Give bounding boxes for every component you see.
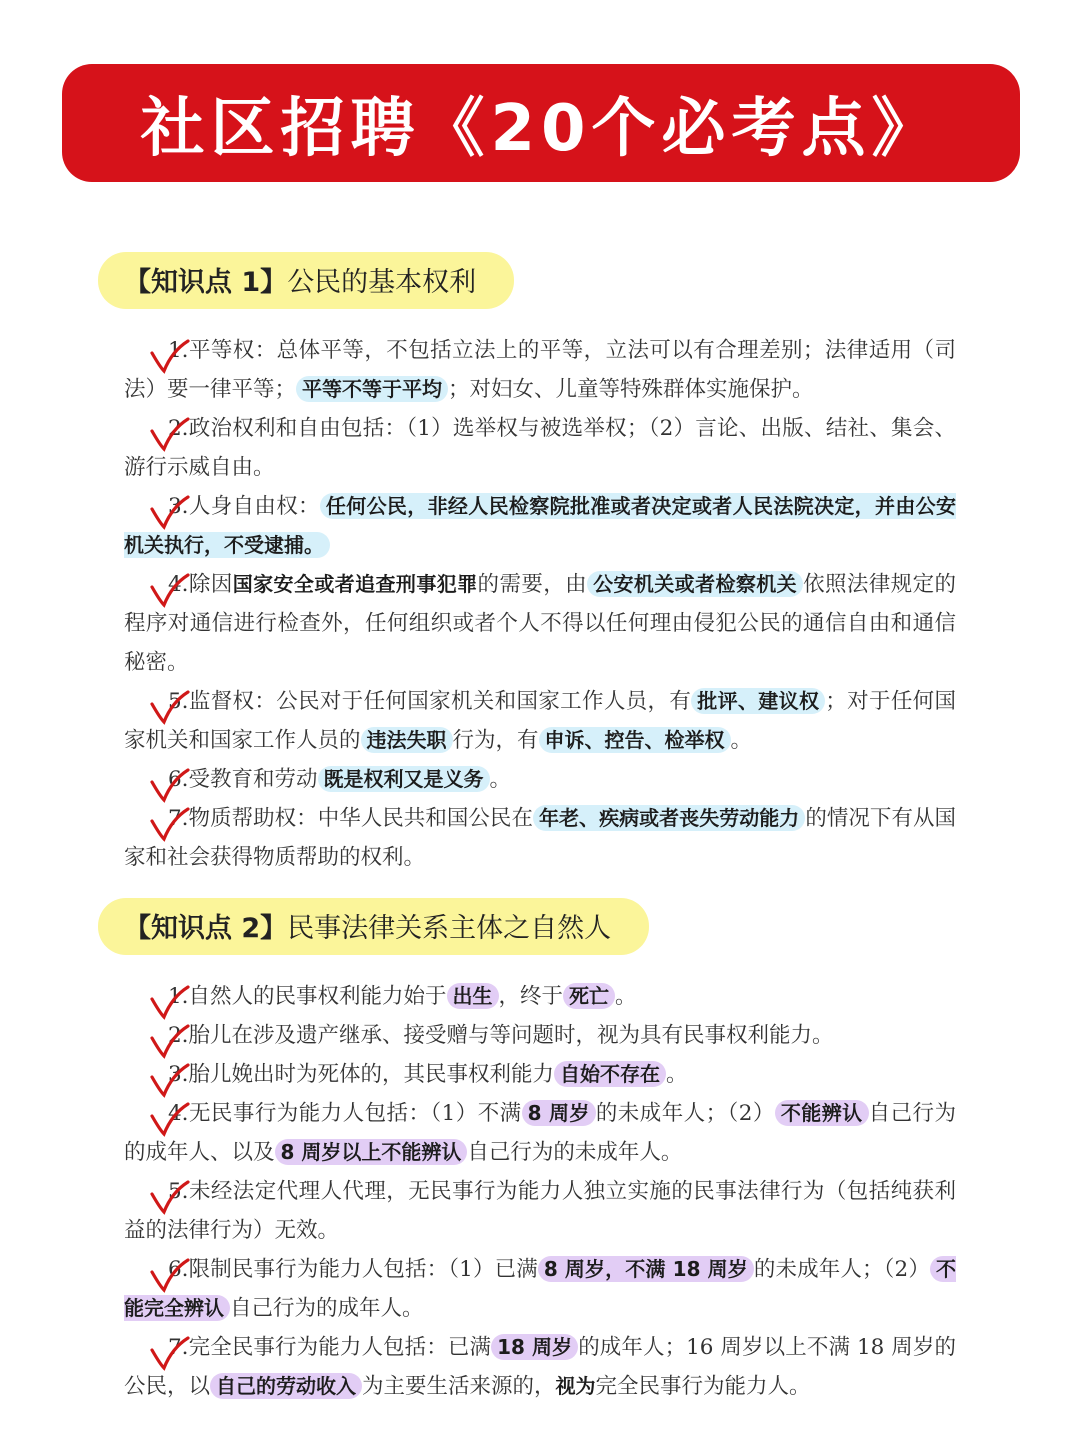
title-banner xyxy=(62,64,1020,182)
list-item xyxy=(124,1250,956,1328)
highlight: 不能辨认 xyxy=(775,1100,869,1126)
list-item xyxy=(124,799,956,877)
check-mark-icon xyxy=(148,337,190,375)
item-text: 。 xyxy=(489,767,512,792)
highlight: 8 周岁 xyxy=(522,1100,596,1126)
check-mark-icon xyxy=(148,1100,190,1138)
item-text: 自己行为的成年人、以及 xyxy=(124,1101,956,1165)
section-title: 公民的基本权利 xyxy=(287,267,477,298)
item-text: 的未成年人；（2） xyxy=(595,1101,775,1126)
check-mark-icon xyxy=(148,493,190,531)
highlight: 不能完全辨认 xyxy=(124,1257,956,1320)
item-text: 。 xyxy=(730,728,753,753)
item-text: ；对于任何国家机关和国家工作人员的 xyxy=(124,689,957,753)
item-text: 4.无民事行为能力人包括：（1）不满 xyxy=(168,1101,522,1126)
item-text: 5.监督权：公民对于任何国家机关和国家工作人员，有 xyxy=(168,689,692,714)
check-mark-icon xyxy=(148,571,190,609)
section-number: 【知识点 2】 xyxy=(124,913,288,944)
item-text: 行为，有 xyxy=(452,728,539,753)
highlight: 自始不存在 xyxy=(554,1061,666,1087)
section-heading xyxy=(98,252,514,309)
highlight: 年老、疾病或者丧失劳动能力 xyxy=(533,805,805,831)
list-item xyxy=(124,331,956,409)
list-item xyxy=(124,760,956,799)
list-item xyxy=(124,1172,956,1250)
item-list xyxy=(124,977,956,1406)
highlight: 违法失职 xyxy=(361,727,453,753)
highlight: 18 周岁 xyxy=(491,1334,578,1360)
item-text: 为主要生活来源的， xyxy=(362,1374,556,1399)
item-text: 依照法律规定的程序对通信进行检查外，任何组织或者个人不得以任何理由侵犯公民的通信自由和通信秘密。 xyxy=(124,572,956,675)
page-title: 社区招聘《20个必考点》 xyxy=(140,92,942,166)
check-mark-icon xyxy=(148,805,190,843)
list-item xyxy=(124,1094,956,1172)
item-text: 2.胎儿在涉及遗产继承、接受赠与等问题时，视为具有民事权利能力。 xyxy=(168,1023,834,1048)
check-mark-icon xyxy=(148,1334,190,1372)
item-text: 6.受教育和劳动 xyxy=(168,767,318,792)
item-text: 7.完全民事行为能力人包括：已满 xyxy=(168,1335,492,1360)
item-text: ；对妇女、儿童等特殊群体实施保护。 xyxy=(448,377,814,402)
item-text: 自己行为的成年人。 xyxy=(230,1296,424,1321)
item-text: 7.物质帮助权：中华人民共和国公民在 xyxy=(168,806,533,831)
list-item xyxy=(124,487,956,565)
item-text: 1.自然人的民事权利能力始于 xyxy=(168,984,447,1009)
item-text: 的未成年人；（2） xyxy=(753,1257,930,1282)
item-text: 完全民事行为能力人。 xyxy=(595,1374,811,1399)
section-number: 【知识点 1】 xyxy=(124,267,288,298)
list-item xyxy=(124,977,956,1016)
item-text: 。 xyxy=(666,1062,688,1087)
check-mark-icon xyxy=(148,415,190,453)
item-text: 2.政治权利和自由包括：（1）选举权与被选举权；（2）言论、出版、结社、集会、游行示威自由。 xyxy=(124,416,956,480)
list-item xyxy=(124,409,956,487)
list-item xyxy=(124,1328,956,1406)
item-text: 的成年人；16 周岁以上不满 18 周岁的公民，以 xyxy=(124,1335,956,1399)
item-text: 1.平等权：总体平等，不包括立法上的平等，立法可以有合理差别；法律适用（司法）要一律平等； xyxy=(124,338,956,402)
highlight: 既是权利又是义务 xyxy=(318,766,490,792)
item-text: 自己行为的未成年人。 xyxy=(467,1140,683,1165)
bold-text: 视为 xyxy=(555,1374,596,1398)
item-text: 5.未经法定代理人代理，无民事行为能力人独立实施的民事法律行为（包括纯获利益的法律行为）无效。 xyxy=(124,1179,956,1243)
knowledge-section-1 xyxy=(0,252,1080,877)
highlight: 申诉、控告、检举权 xyxy=(539,727,731,753)
list-item xyxy=(124,1016,956,1055)
item-list xyxy=(124,331,956,877)
highlight: 出生 xyxy=(447,983,499,1009)
highlight: 死亡 xyxy=(563,983,615,1009)
highlight: 公安机关或者检察机关 xyxy=(587,571,803,597)
highlight: 平等不等于平均 xyxy=(296,376,448,402)
item-text: 6.限制民事行为能力人包括：（1）已满 xyxy=(168,1257,538,1282)
check-mark-icon xyxy=(148,1256,190,1294)
highlight: 批评、建议权 xyxy=(691,688,825,714)
item-text: 的需要，由 xyxy=(477,572,588,597)
highlight: 8 周岁以上不能辨认 xyxy=(275,1139,468,1165)
highlight: 自己的劳动收入 xyxy=(210,1373,362,1399)
list-item xyxy=(124,565,956,682)
item-text: ，终于 xyxy=(498,984,564,1009)
list-item xyxy=(124,682,956,760)
bold-text: 国家安全或者追查刑事犯罪 xyxy=(232,572,478,596)
item-text: 4.除因 xyxy=(168,572,233,597)
item-text: 3.胎儿娩出时为死体的，其民事权利能力 xyxy=(168,1062,555,1087)
item-text: 3.人身自由权： xyxy=(168,494,320,519)
highlight: 8 周岁，不满 18 周岁 xyxy=(538,1256,754,1282)
list-item xyxy=(124,1055,956,1094)
check-mark-icon xyxy=(148,688,190,726)
highlight: 任何公民，非经人民检察院批准或者决定或者人民法院决定，并由公安机关执行，不受逮捕。 xyxy=(124,494,957,557)
item-text: 。 xyxy=(615,984,637,1009)
knowledge-section-2 xyxy=(0,898,1080,1406)
check-mark-icon xyxy=(148,1178,190,1216)
section-title: 民事法律关系主体之自然人 xyxy=(287,913,612,944)
item-text: 的情况下有从国家和社会获得物质帮助的权利。 xyxy=(124,806,957,870)
section-heading xyxy=(98,898,649,955)
